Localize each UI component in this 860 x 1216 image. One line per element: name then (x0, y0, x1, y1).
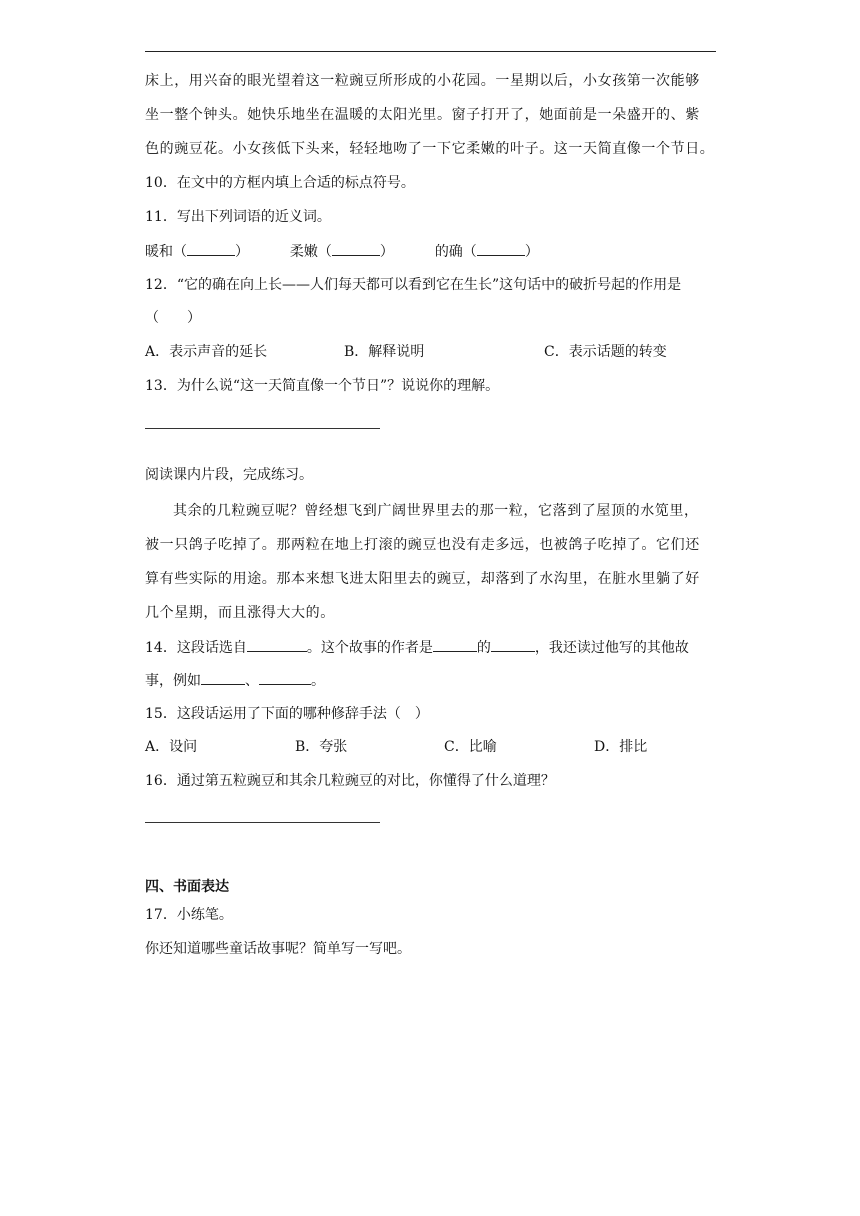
passage-line-3: 色的豌豆花。小女孩低下头来，轻轻地吻了一下它柔嫩的叶子。这一天简直像一个节日。 (145, 141, 715, 157)
q14-blank-country[interactable] (433, 637, 477, 652)
header-rule (145, 51, 716, 52)
q14-blank-source[interactable] (247, 637, 307, 652)
q11-item-1-close: ） (235, 244, 249, 260)
q14-blank-author[interactable] (491, 637, 535, 652)
section-heading: 四、书面表达 (145, 879, 229, 895)
question-10: 10．在文中的方框内填上合适的标点符号。 (145, 175, 415, 191)
q14-text-2: 。这个故事的作者是 (306, 640, 433, 656)
passage-line-2: 坐一整个钟头。她快乐地坐在温暖的太阳光里。窗子打开了，她面前是一朵盛开的、紫 (145, 107, 700, 123)
question-13: 13．为什么说“这一天简直像一个节日”？说说你的理解。 (145, 378, 500, 394)
question-16: 16．通过第五粒豌豆和其余几粒豌豆的对比，你懂得了什么道理？ (145, 773, 555, 789)
q14-text-6: 、 (245, 673, 259, 689)
question-14-line-1 (145, 637, 689, 658)
q11-blank-1[interactable] (187, 241, 235, 256)
reading-line-2: 被一只鸽子吃掉了。那两粒在地上打滚的豌豆也没有走多远，也被鸽子吃掉了。它们还 (145, 537, 700, 553)
question-14-line-2 (145, 670, 325, 691)
q14-blank-story-1[interactable] (201, 670, 245, 685)
q15-option-a[interactable]: A．设问 (145, 739, 198, 755)
q14-text-7: 。 (311, 673, 325, 689)
question-17: 17．小练笔。 (145, 907, 233, 923)
q12-option-a[interactable]: A．表示声音的延长 (145, 344, 268, 360)
reading-line-4: 几个星期，而且涨得大大的。 (145, 605, 335, 621)
q14-text-3: 的 (476, 640, 491, 656)
q12-option-c[interactable]: C．表示话题的转变 (544, 344, 667, 360)
q11-item-3-close: ） (524, 244, 539, 260)
q13-answer-line[interactable] (145, 428, 380, 429)
q12-option-b[interactable]: B．解释说明 (344, 344, 425, 360)
question-12: 12．“它的确在向上长——人们每天都可以看到它在生长”这句话中的破折号起的作用是 (145, 277, 682, 293)
question-17-prompt: 你还知道哪些童话故事呢？简单写一写吧。 (145, 941, 411, 957)
question-15: 15．这段话运用了下面的哪种修辞手法（ ） (145, 706, 429, 722)
q14-text-1: 14．这段话选自 (145, 640, 247, 656)
reading-line-3: 算有些实际的用途。那本来想飞进太阳里去的豌豆，却落到了水沟里，在脏水里躺了好 (145, 571, 700, 587)
q14-text-4: ，我还读过他写的其他故 (534, 640, 689, 656)
q11-item-2-label: 柔嫩（ (289, 244, 332, 260)
q11-blank-2[interactable] (332, 241, 380, 256)
reading-line-1: 其余的几粒豌豆呢？曾经想飞到广阔世界里去的那一粒，它落到了屋顶的水笕里， (173, 503, 699, 519)
passage-line-1: 床上，用兴奋的眼光望着这一粒豌豆所形成的小花园。一星期以后，小女孩第一次能够 (145, 73, 700, 89)
question-11-items (145, 241, 539, 262)
reading-intro: 阅读课内片段，完成练习。 (145, 467, 313, 483)
question-12-paren[interactable]: （ ） (145, 310, 201, 326)
q14-text-5: 事，例如 (145, 673, 201, 689)
q14-blank-story-2[interactable] (259, 670, 311, 685)
q16-answer-line[interactable] (145, 822, 380, 823)
q11-item-2-close: ） (379, 244, 394, 260)
question-11: 11．写出下列词语的近义词。 (145, 209, 331, 225)
q11-item-3-label: 的确（ (434, 244, 477, 260)
q11-blank-3[interactable] (477, 241, 525, 256)
q11-item-1-label: 暖和（ (145, 244, 187, 260)
q15-option-c[interactable]: C．比喻 (444, 739, 497, 755)
q15-option-d[interactable]: D．排比 (594, 739, 648, 755)
q15-option-b[interactable]: B．夸张 (295, 739, 348, 755)
